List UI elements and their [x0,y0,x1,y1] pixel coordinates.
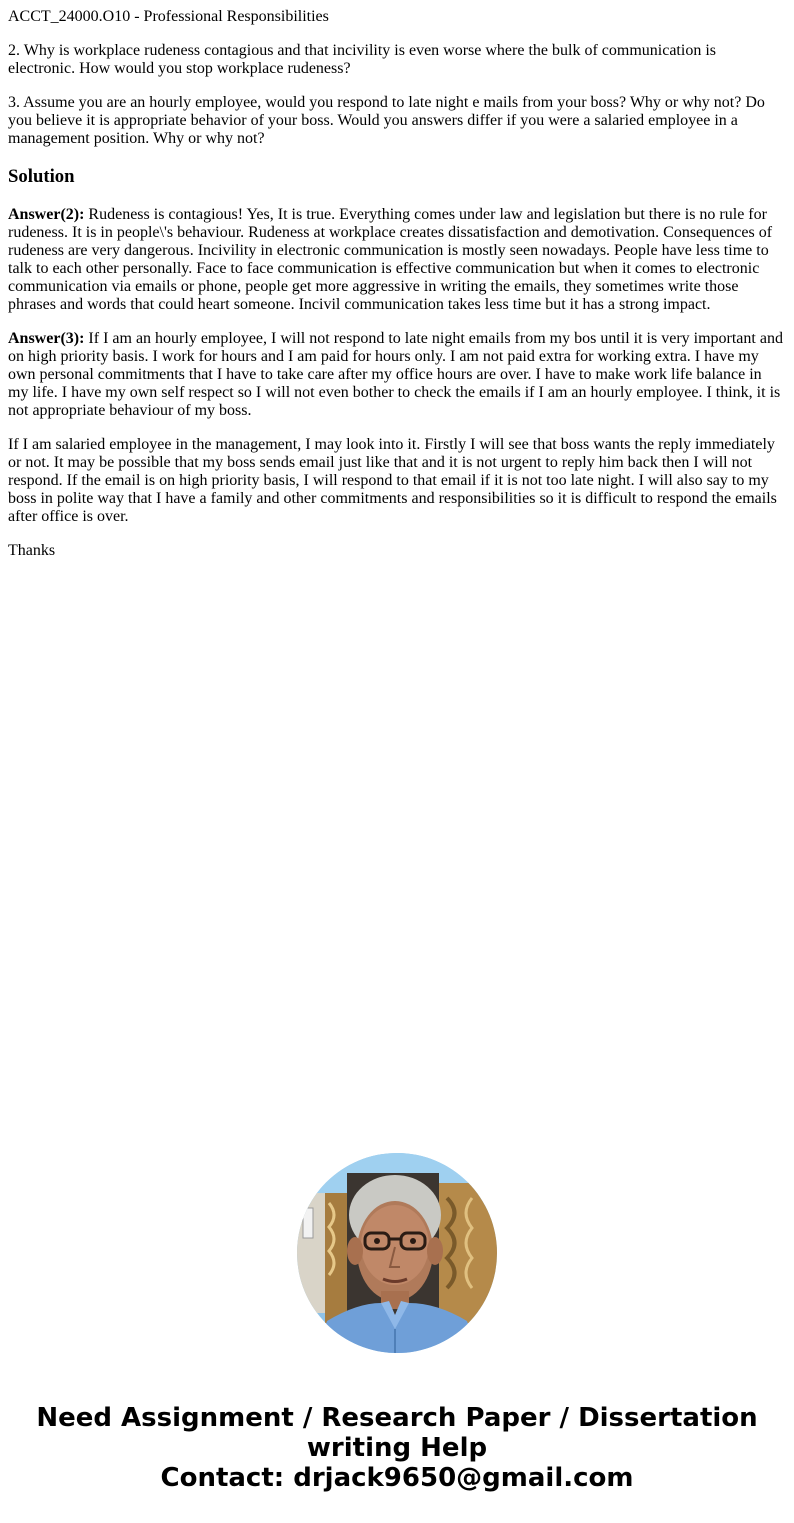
signoff: Thanks [8,542,56,559]
answer-2-label: Answer(2): [8,206,85,223]
closing-paragraph: If I am salaried employee in the management, I may look into it. Firstly I will see that boss wants the reply immediately or not. It may be possible that my boss sends email just like that and it is not urgent to reply him back then I will not respond. If the email is on high priority basis, I will respond to that email if it is not too late night. I will also say to my boss in polite way that I have a family and other commitments and responsibilities so it is difficult to respond the emails after office is over. [8,436,777,525]
answer-3-label: Answer(3): [8,330,85,347]
document-content [8,8,786,560]
answer-2 [8,206,786,314]
promo-contact: Contact: drjack9650@gmail.com [160,1463,634,1493]
promo-line-1: Need Assignment / Research Paper / Dissertation [36,1403,758,1433]
promo-banner [0,1403,794,1493]
solution-heading: Solution [8,166,75,187]
author-avatar [297,1153,497,1353]
question-2: 2. Why is workplace rudeness contagious and that incivility is even worse where the bulk of communication is electronic. How would you stop workplace rudeness? [8,42,716,77]
author-portrait-image [297,1153,497,1353]
document-title: ACCT_24000.O10 - Professional Responsibilities [8,8,329,25]
answer-3-text: If I am an hourly employee, I will not respond to late night emails from my bos until it is very important and on high priority basis. I work for hours and I am paid for hours only. I am not paid extra for working extra. I have my own personal commitments that I have to take care after my office hours are over. I have to make work life balance in my life. I have my own self respect so I will not even bother to check the emails if I am an hourly employee. I think, it is not appropriate behaviour of my boss. [8,330,783,419]
answer-2-text: Rudeness is contagious! Yes, It is true. Everything comes under law and legislation but there is no rule for rudeness. It is in people\'s behaviour. Rudeness at workplace creates dissatisfaction and demotivation. Consequences of rudeness are very dangerous. Incivility in electronic communication is mostly seen nowadays. People have less time to talk to each other personally. Face to face communication is effective communication but when it comes to electronic communication via emails or phone, people get more aggressive in writing the emails, they sometimes write those phrases and words that could heart someone. Incivil communication takes less time but it has a strong impact. [8,206,773,313]
question-3: 3. Assume you are an hourly employee, would you respond to late night e mails from your boss? Why or why not? Do you believe it is appropriate behavior of your boss. Would you answers differ if you were a salaried employee in a management position. Why or why not? [8,94,765,147]
promo-line-2: writing Help [306,1433,488,1463]
answer-3 [8,330,786,420]
